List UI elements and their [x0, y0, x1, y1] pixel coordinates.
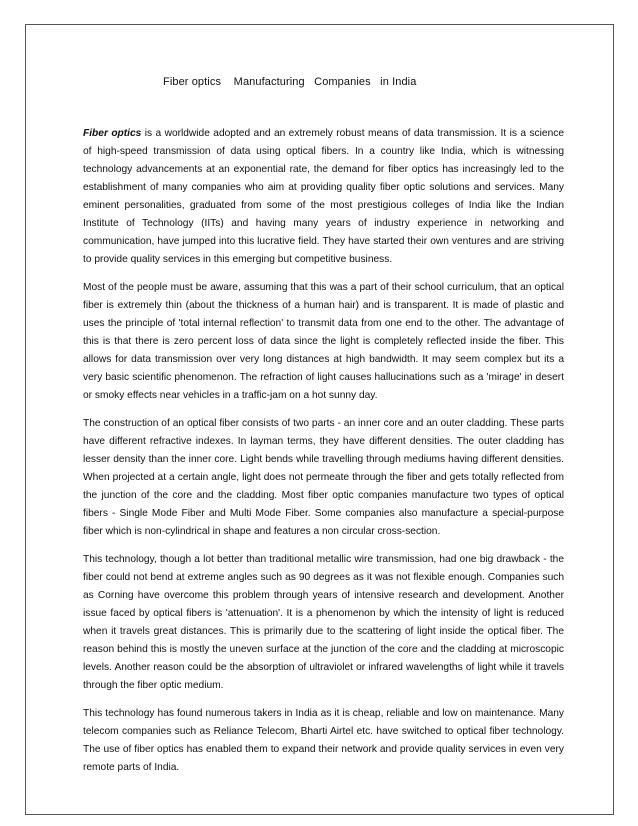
paragraph-2: Most of the people must be aware, assuming that this was a part of their school curriculum, that an optical fiber is extremely thin (about the thickness of a human hair) and is transparent. It is made of plastic and uses the principle of 'total internal reflection' to transmit data from one end to the other. The advantage of this is that there is zero percent loss of data since the light is completely reflected inside the fiber. This allows for data transmission over very long distances at high bandwidth. It may seem complex but its a very basic scientific phenomenon. The refraction of light causes hallucinations such as a 'mirage' in desert or smoky effects near vehicles in a traffic-jam on a hot sunny day. — [83, 282, 564, 401]
paragraph-4: This technology, though a lot better than traditional metallic wire transmission, had one big drawback - the fiber could not bend at extreme angles such as 90 degrees as it was not flexible enough. Companies such as Corning have overcome this problem through years of intensive research and development. Another issue faced by optical fibers is 'attenuation'. It is a phenomenon by which the intensity of light is reduced when it travels great distances. This is primarily due to the scattering of light inside the optical fiber. The reason behind this is mostly the uneven surface at the junction of the core and the cladding at microscopic levels. Another reason could be the absorption of ultraviolet or infrared wavelengths of light while it travels through the fiber optic medium. — [83, 554, 564, 691]
document-body — [83, 125, 564, 787]
paragraph-1-text: is a worldwide adopted and an extremely robust means of data transmission. It is a science of high-speed transmission of data using optical fibers. In a country like India, which is witnessing technology advancements at an exponential rate, the demand for fiber optics has increasingly led to the establishment of many companies who aim at providing quality fiber optic solutions and services. Many eminent personalities, graduated from some of the most prestigious colleges of India like the Indian Institute of Technology (IITs) and having many years of industry experience in networking and communication, have jumped into this lucrative field. They have started their own ventures and are striving to provide quality services in this emerging but competitive business. — [83, 128, 564, 265]
document-title: Fiber optics Manufacturing Companies in India — [163, 76, 417, 88]
lead-term: Fiber optics — [83, 128, 142, 139]
paragraph-3: The construction of an optical fiber consists of two parts - an inner core and an outer cladding. These parts have different refractive indexes. In layman terms, they have different densities. The outer cladding has lesser density than the inner core. Light bends while travelling through mediums having different densities. When projected at a certain angle, light does not permeate through the fiber and gets totally reflected from the junction of the core and the cladding. Most fiber optic companies manufacture two types of optical fibers - Single Mode Fiber and Multi Mode Fiber. Some companies also manufacture a special-purpose fiber which is non-cylindrical in shape and features a non circular cross-section. — [83, 418, 564, 537]
paragraph-1 — [83, 125, 564, 269]
paragraph-5: This technology has found numerous takers in India as it is cheap, reliable and low on maintenance. Many telecom companies such as Reliance Telecom, Bharti Airtel etc. have switched to optical fiber technology. The use of fiber optics has enabled them to expand their network and provide quality services in even very remote parts of India. — [83, 708, 564, 773]
